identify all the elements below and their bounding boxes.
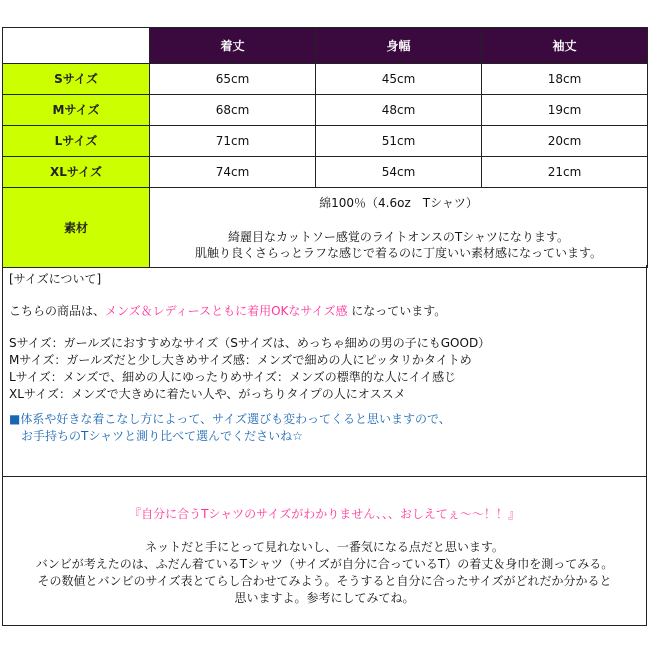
about-intro [9, 303, 640, 320]
header-length: 着丈 [150, 28, 316, 64]
material-note-1: 綺麗目なカットソー感覚のライトオンスのTシャツになります。 [228, 229, 569, 244]
cell-value: 19cm [482, 95, 648, 126]
cell-value: 54cm [316, 157, 482, 188]
faq-title: 『自分に合うTシャツのサイズがわかりません、、、おしえてぇ～～！！』 [129, 507, 520, 521]
cell-value: 45cm [316, 64, 482, 95]
intro-text-end: になっています。 [347, 304, 447, 318]
size-label-m: Mサイズ [3, 95, 150, 126]
faq-section [2, 477, 647, 626]
table-row [3, 64, 648, 95]
size-table [2, 27, 648, 268]
cell-value: 21cm [482, 157, 648, 188]
header-width: 身幅 [316, 28, 482, 64]
faq-line-4: 思いますよ。参考にしてみてね。 [234, 591, 415, 605]
size-note-l: Lサイズ：メンズで、細めの人にゆったりめサイズ：メンズの標準的な人にイイ感じ [9, 370, 457, 384]
header-corner-cell [3, 28, 150, 64]
size-label-l: Lサイズ [3, 126, 150, 157]
material-composition: 綿100％（4.6oz Tシャツ） [319, 195, 478, 210]
intro-highlight: メンズ＆レディースともに着用OKなサイズ感 [105, 304, 348, 318]
faq-line-2: バンビが考えたのは、ふだん着ているTシャツ（サイズが自分に合っているT）の着丈＆身巾を測ってみる。 [35, 557, 614, 571]
tip-line-2: お手持ちのTシャツと測り比べて選んでくださいね☆ [21, 429, 303, 443]
size-note-xl: XLサイズ：メンズで大きめに着たい人や、がっちりタイプの人にオススメ [9, 387, 406, 401]
tip-line-1: ■体系や好きな着こなし方によって、サイズ選びも変わってくると思いますので、 [9, 412, 451, 426]
material-description [150, 188, 648, 268]
cell-value: 71cm [150, 126, 316, 157]
intro-text: こちらの商品は、 [9, 304, 106, 318]
cell-value: 68cm [150, 95, 316, 126]
cell-value: 48cm [316, 95, 482, 126]
table-header-row [3, 28, 648, 64]
table-row [3, 157, 648, 188]
table-row [3, 95, 648, 126]
faq-line-1: ネットだと手にとって見れないし、一番気になる点だと思います。 [145, 540, 504, 554]
cell-value: 74cm [150, 157, 316, 188]
about-heading: [サイズについて] [9, 272, 102, 286]
tip-line-2-wrap [9, 428, 640, 445]
header-sleeve: 袖丈 [482, 28, 648, 64]
material-note-2: 肌触り良くさらっとラフな感じで着るのに丁度いい素材感になっています。 [194, 245, 603, 260]
material-row [3, 188, 648, 268]
table-row [3, 126, 648, 157]
size-note-s: Sサイズ：ガールズにおすすめなサイズ（Sサイズは、めっちゃ細めの男の子にもGOOD） [9, 336, 491, 350]
size-label-s: Sサイズ [3, 64, 150, 95]
material-label: 素材 [3, 188, 150, 268]
cell-value: 51cm [316, 126, 482, 157]
cell-value: 18cm [482, 64, 648, 95]
size-note-m: Mサイズ：ガールズだと少し大きめサイズ感：メンズで細めの人にピッタリかタイトめ [9, 353, 472, 367]
cell-value: 65cm [150, 64, 316, 95]
cell-value: 20cm [482, 126, 648, 157]
size-label-xl: XLサイズ [3, 157, 150, 188]
size-about-section [2, 265, 647, 477]
faq-line-3: その数値とバンビのサイズ表とてらし合わせてみよう。そうすると自分に合ったサイズがどれだか分かると [37, 574, 612, 588]
